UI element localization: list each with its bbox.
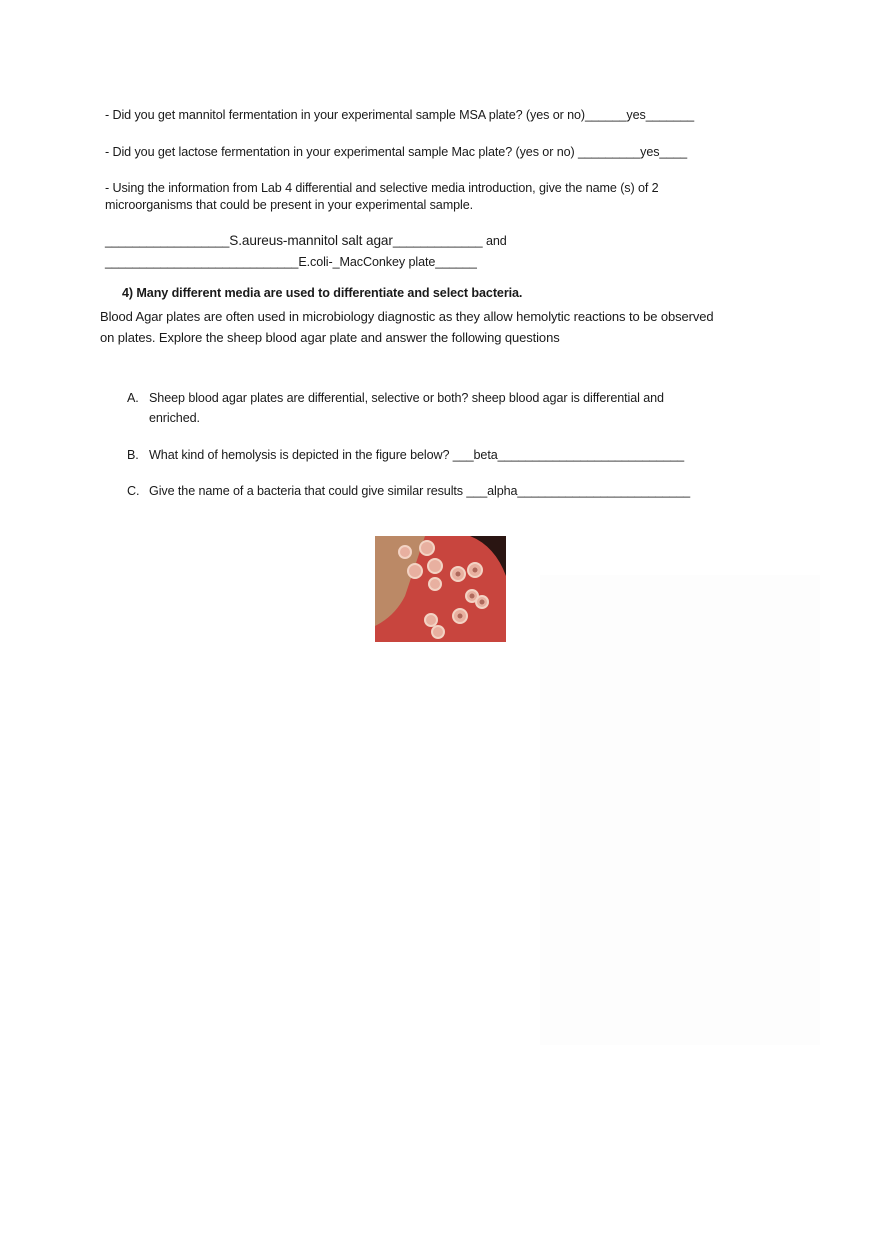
item-b-marker: B.	[127, 448, 139, 462]
question-mannitol: - Did you get mannitol fermentation in your experimental sample MSA plate? (yes or no)______yes_______	[105, 108, 695, 122]
question-lactose: - Did you get lactose fermentation in your experimental sample Mac plate? (yes or no) _________yes____	[105, 145, 688, 159]
item-a-line2: enriched.	[149, 411, 200, 425]
item-c-marker: C.	[127, 484, 140, 498]
section-4-intro-line1: Blood Agar plates are often used in microbiology diagnostic as they allow hemolytic reactions to be observed	[100, 309, 714, 324]
question-organisms-line1: - Using the information from Lab 4 differential and selective media introduction, give the name (s) of 2	[105, 181, 659, 195]
blood-agar-plate-photo-icon	[375, 536, 506, 642]
answer-blank: __________________	[105, 234, 230, 248]
item-a-line1: Sheep blood agar plates are differential, selective or both? sheep blood agar is differential and	[149, 391, 664, 405]
answer-organism-1	[105, 233, 507, 248]
section-4-intro-line2: on plates. Explore the sheep blood agar plate and answer the following questions	[100, 330, 560, 345]
answer-blank: _____________ and	[392, 234, 507, 248]
answer-organism-2: ____________________________E.coli-_MacConkey plate______	[105, 255, 477, 269]
question-organisms-line2: microorganisms that could be present in your experimental sample.	[105, 198, 473, 212]
item-a-marker: A.	[127, 391, 139, 405]
section-4-heading: 4) Many different media are used to differentiate and select bacteria.	[122, 286, 523, 300]
background-shade	[540, 575, 820, 1045]
item-c-line1: Give the name of a bacteria that could give similar results ___alpha_________________________	[149, 484, 691, 498]
answer-organism-1-text: S.aureus-mannitol salt agar	[229, 233, 393, 248]
item-b-line1: What kind of hemolysis is depicted in the figure below? ___beta___________________________	[149, 448, 685, 462]
